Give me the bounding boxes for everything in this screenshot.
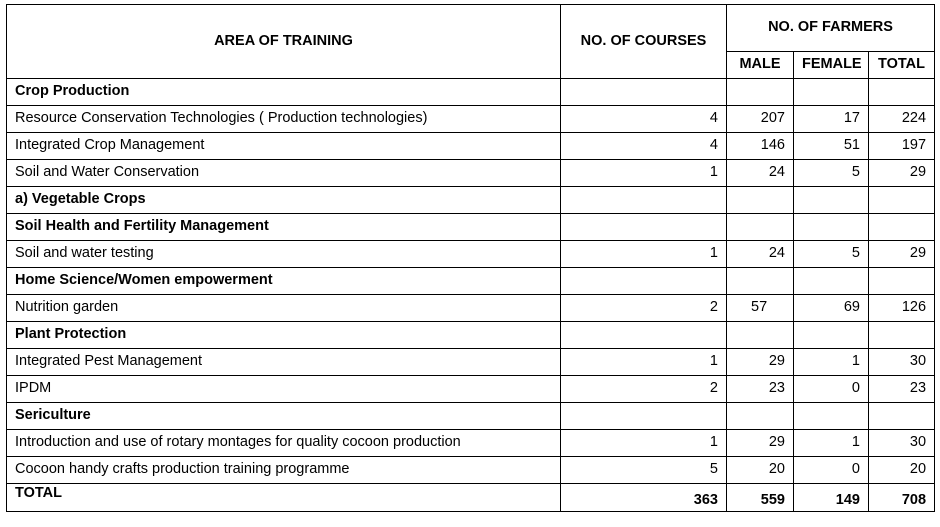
empty-cell <box>727 187 794 214</box>
male-cell: 29 <box>727 349 794 376</box>
empty-cell <box>561 322 727 349</box>
total-cell: 30 <box>869 430 935 457</box>
total-cell: 197 <box>869 133 935 160</box>
total-cell: 30 <box>869 349 935 376</box>
empty-cell <box>561 187 727 214</box>
empty-cell <box>794 268 869 295</box>
training-table <box>6 4 935 512</box>
female-cell: 17 <box>794 106 869 133</box>
empty-cell <box>727 403 794 430</box>
category-row <box>7 187 935 214</box>
female-cell: 51 <box>794 133 869 160</box>
totals-male: 559 <box>727 484 794 512</box>
total-cell: 20 <box>869 457 935 484</box>
table-row <box>7 160 935 187</box>
empty-cell <box>561 268 727 295</box>
table-body <box>7 79 935 484</box>
totals-label: TOTAL <box>7 484 561 512</box>
empty-cell <box>869 187 935 214</box>
category-row <box>7 79 935 106</box>
table-row <box>7 133 935 160</box>
row-label: Introduction and use of rotary montages for quality cocoon production <box>7 430 561 457</box>
courses-cell: 1 <box>561 349 727 376</box>
female-cell: 0 <box>794 376 869 403</box>
category-label: Plant Protection <box>7 322 561 349</box>
empty-cell <box>561 214 727 241</box>
male-cell: 24 <box>727 160 794 187</box>
female-cell: 5 <box>794 160 869 187</box>
empty-cell <box>869 79 935 106</box>
totals-courses: 363 <box>561 484 727 512</box>
category-row <box>7 268 935 295</box>
header-area-of-training: AREA OF TRAINING <box>7 5 561 79</box>
female-cell: 5 <box>794 241 869 268</box>
row-label: Integrated Crop Management <box>7 133 561 160</box>
category-row <box>7 214 935 241</box>
row-label: Soil and water testing <box>7 241 561 268</box>
category-label: Soil Health and Fertility Management <box>7 214 561 241</box>
row-label: Integrated Pest Management <box>7 349 561 376</box>
empty-cell <box>727 214 794 241</box>
empty-cell <box>869 268 935 295</box>
totals-row <box>7 484 935 512</box>
female-cell: 1 <box>794 430 869 457</box>
total-cell: 23 <box>869 376 935 403</box>
courses-cell: 5 <box>561 457 727 484</box>
courses-cell: 4 <box>561 133 727 160</box>
table-row <box>7 106 935 133</box>
courses-cell: 1 <box>561 430 727 457</box>
row-label: IPDM <box>7 376 561 403</box>
male-cell: 23 <box>727 376 794 403</box>
table-row <box>7 349 935 376</box>
category-row <box>7 403 935 430</box>
female-cell: 0 <box>794 457 869 484</box>
empty-cell <box>727 79 794 106</box>
table-row <box>7 295 935 322</box>
table-row <box>7 457 935 484</box>
empty-cell <box>727 268 794 295</box>
empty-cell <box>561 79 727 106</box>
empty-cell <box>794 403 869 430</box>
totals-female: 149 <box>794 484 869 512</box>
header-no-of-farmers: NO. OF FARMERS <box>727 5 935 52</box>
total-cell: 29 <box>869 160 935 187</box>
row-label: Resource Conservation Technologies ( Production technologies) <box>7 106 561 133</box>
empty-cell <box>727 322 794 349</box>
row-label: Nutrition garden <box>7 295 561 322</box>
female-cell: 1 <box>794 349 869 376</box>
category-row <box>7 322 935 349</box>
empty-cell <box>869 322 935 349</box>
table-row <box>7 376 935 403</box>
male-cell: 24 <box>727 241 794 268</box>
category-label: a) Vegetable Crops <box>7 187 561 214</box>
male-cell: 57 <box>727 295 794 322</box>
empty-cell <box>794 79 869 106</box>
header-total: TOTAL <box>869 52 935 79</box>
courses-cell: 4 <box>561 106 727 133</box>
empty-cell <box>869 403 935 430</box>
empty-cell <box>794 322 869 349</box>
male-cell: 146 <box>727 133 794 160</box>
total-cell: 126 <box>869 295 935 322</box>
header-no-of-courses: NO. OF COURSES <box>561 5 727 79</box>
female-cell: 69 <box>794 295 869 322</box>
empty-cell <box>561 403 727 430</box>
table-row <box>7 430 935 457</box>
courses-cell: 2 <box>561 295 727 322</box>
totals-total: 708 <box>869 484 935 512</box>
male-cell: 29 <box>727 430 794 457</box>
total-cell: 224 <box>869 106 935 133</box>
header-male: MALE <box>727 52 794 79</box>
empty-cell <box>869 214 935 241</box>
empty-cell <box>794 187 869 214</box>
courses-cell: 1 <box>561 241 727 268</box>
table-row <box>7 241 935 268</box>
male-cell: 20 <box>727 457 794 484</box>
row-label: Cocoon handy crafts production training programme <box>7 457 561 484</box>
category-label: Crop Production <box>7 79 561 106</box>
courses-cell: 2 <box>561 376 727 403</box>
courses-cell: 1 <box>561 160 727 187</box>
total-cell: 29 <box>869 241 935 268</box>
category-label: Home Science/Women empowerment <box>7 268 561 295</box>
row-label: Soil and Water Conservation <box>7 160 561 187</box>
male-cell: 207 <box>727 106 794 133</box>
empty-cell <box>794 214 869 241</box>
header-female: FEMALE <box>794 52 869 79</box>
category-label: Sericulture <box>7 403 561 430</box>
